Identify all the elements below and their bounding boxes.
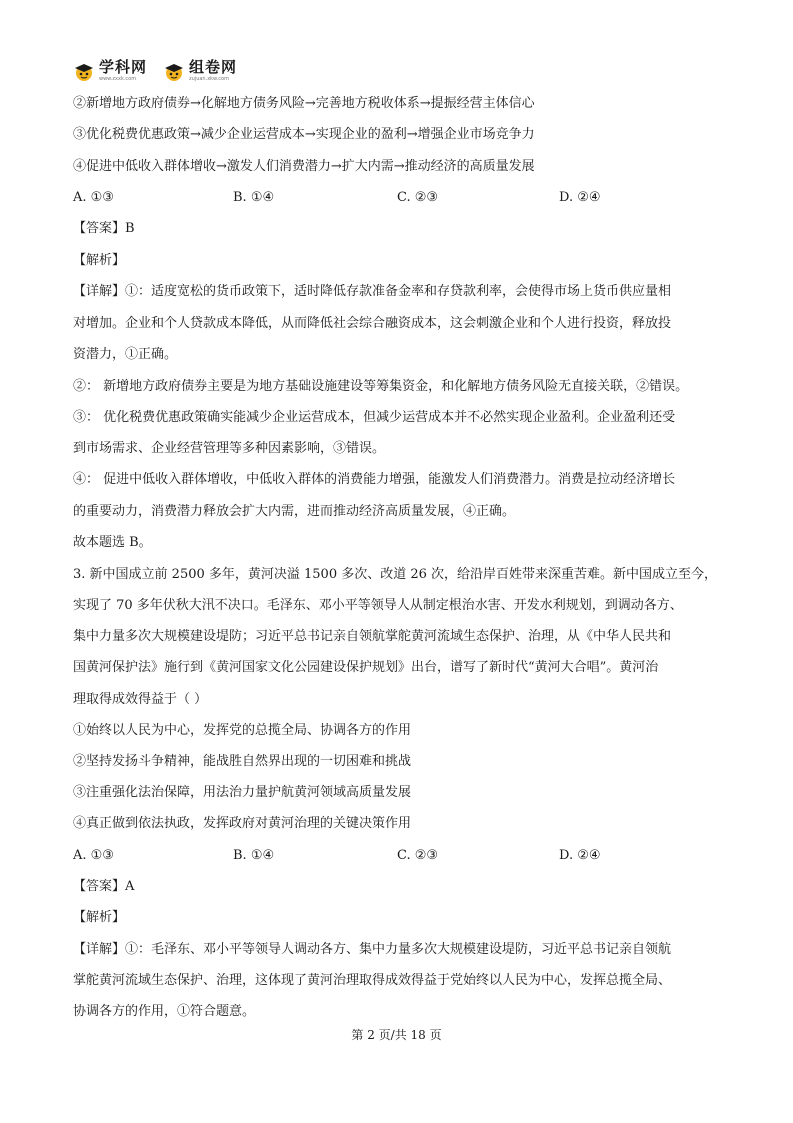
answer-label: 【答案】B: [73, 221, 135, 236]
brand-url: www.zxxk.com: [99, 76, 137, 82]
brand-name: 学科网: [99, 58, 148, 76]
question-stem: 3. 新中国成立前 2500 多年，黄河决溢 1500 多次、改道 26 次，给沿岸百姓带来深重苦难。新中国成立至今，: [73, 567, 718, 582]
choice-b: B. ①④: [233, 848, 275, 863]
graduation-cap-icon: [163, 60, 185, 82]
header-logos: [73, 56, 237, 86]
choice-d: D. ②④: [559, 848, 601, 863]
choice-b: B. ①④: [233, 190, 275, 205]
choices-row: [73, 188, 633, 208]
page-number: 第 2 页/共 18 页: [351, 1028, 442, 1042]
detail-line: 【详解】①：毛泽东、邓小平等领导人调动各方、集中力量多次大规模建设堤防，习近平总书记亲自领航: [73, 942, 672, 957]
question-stem: 理取得成效得益于（ ）: [73, 692, 208, 707]
brand-logo-zujuan[interactable]: [163, 60, 237, 82]
choice-c: C. ②③: [397, 848, 439, 863]
brand-url: zujuan.xkw.com: [189, 76, 229, 82]
detail-line: ③： 优化税费优惠政策确实能减少企业运营成本，但减少运营成本并不必然实现企业盈利。企业盈利还受: [73, 410, 676, 425]
question-stem: 集中力量多次大规模建设堤防；习近平总书记亲自领航掌舵黄河流域生态保护、治理，从《中华人民共和: [73, 629, 672, 644]
option-item-3: ③注重强化法治保障，用法治力量护航黄河领域高质量发展: [73, 785, 412, 800]
option-item-3: ③优化税费优惠政策→减少企业运营成本→实现企业的盈利→增强企业市场竞争力: [73, 127, 535, 142]
detail-line: 资潜力，①正确。: [73, 347, 178, 362]
analysis-label: 【解析】: [73, 910, 126, 925]
choices-row: [73, 846, 633, 866]
detail-line: 的重要动力，消费潜力释放会扩大内需，进而推动经济高质量发展，④正确。: [73, 504, 516, 519]
question-stem: 实现了 70 多年伏秋大汛不决口。毛泽东、邓小平等领导人从制定根治水害、开发水利规划，到调动各方、: [73, 598, 683, 613]
question-stem: 国黄河保护法》施行到《黄河国家文化公园建设保护规划》出台，谱写了新时代“黄河大合唱”。黄河治: [73, 660, 659, 675]
option-item-4: ④真正做到依法执政，发挥政府对黄河治理的关键决策作用: [73, 816, 412, 831]
choice-a: A. ①③: [73, 190, 114, 205]
conclusion-line: 故本题选 B。: [73, 535, 152, 550]
detail-line: 协调各方的作用，①符合题意。: [73, 1004, 256, 1019]
detail-line: ④： 促进中低收入群体增收，中低收入群体的消费能力增强，能激发人们消费潜力。消费是拉动经济增长: [73, 472, 676, 487]
detail-line: 对增加。企业和个人贷款成本降低，从而降低社会综合融资成本，这会刺激企业和个人进行投资，释放投: [73, 316, 672, 331]
choice-c: C. ②③: [397, 190, 439, 205]
option-item-2: ②新增地方政府债券→化解地方债务风险→完善地方税收体系→提振经营主体信心: [73, 96, 535, 111]
brand-logo-xkw[interactable]: [73, 60, 147, 82]
detail-line: 掌舵黄河流域生态保护、治理，这体现了黄河治理取得成效得益于党始终以人民为中心，发挥总揽全局、: [73, 973, 672, 988]
detail-line: 到市场需求、企业经营管理等多种因素影响，③错误。: [73, 441, 386, 456]
option-item-2: ②坚持发扬斗争精神，能战胜自然界出现的一切困难和挑战: [73, 754, 412, 769]
detail-line: 【详解】①：适度宽松的货币政策下，适时降低存款准备金率和存贷款利率，会使得市场上货币供应量相: [73, 284, 672, 299]
option-item-1: ①始终以人民为中心，发挥党的总揽全局、协调各方的作用: [73, 723, 412, 738]
brand-name: 组卷网: [189, 58, 238, 76]
graduation-cap-icon: [73, 60, 95, 82]
answer-label: 【答案】A: [73, 879, 135, 894]
choice-d: D. ②④: [559, 190, 601, 205]
option-item-4: ④促进中低收入群体增收→激发人们消费潜力→扩大内需→推动经济的高质量发展: [73, 159, 535, 174]
analysis-label: 【解析】: [73, 253, 126, 268]
choice-a: A. ①③: [73, 848, 114, 863]
detail-line: ②： 新增地方政府债券主要是为地方基础设施建设等筹集资金，和化解地方债务风险无直接关联，②错误。: [73, 379, 689, 394]
